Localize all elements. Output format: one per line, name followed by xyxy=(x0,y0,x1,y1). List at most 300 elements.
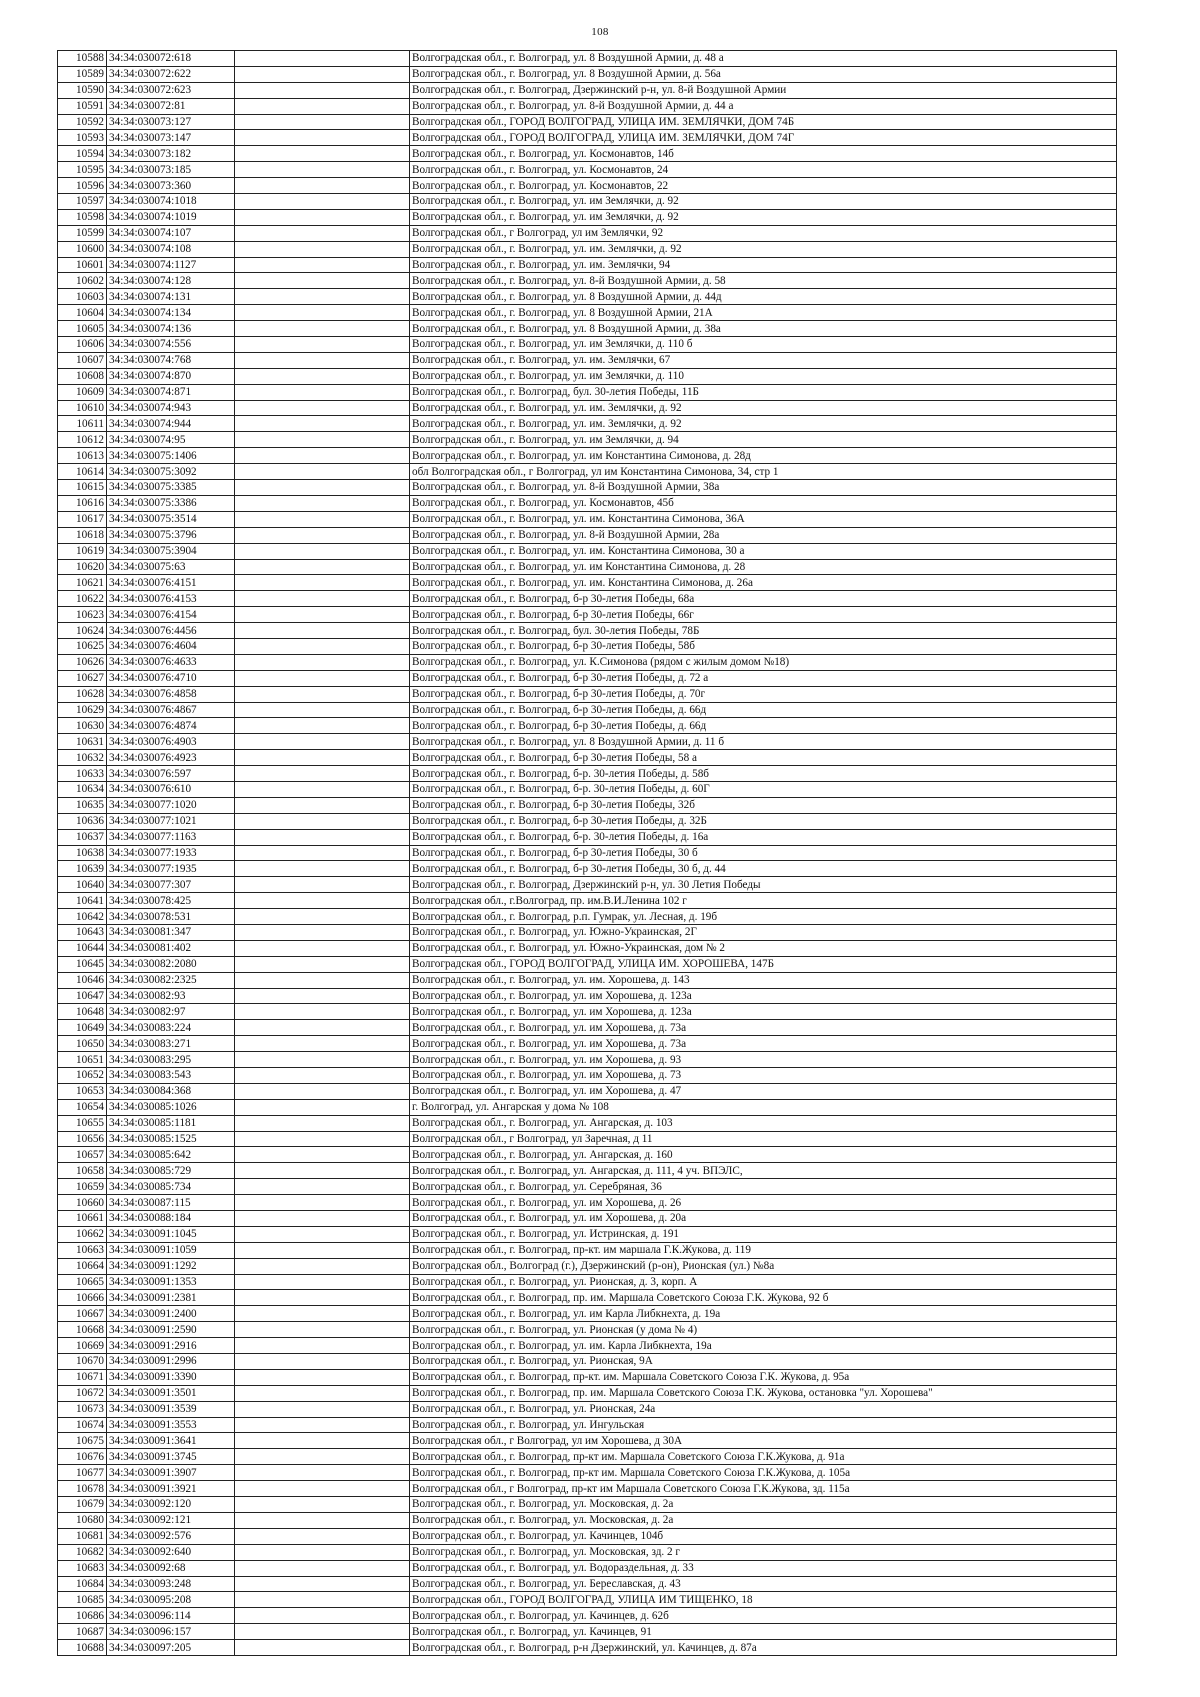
address-cell: Волгоградская обл., г. Волгоград, Дзержинский р-н, ул. 8-й Воздушной Армии xyxy=(410,82,1117,98)
empty-cell xyxy=(235,337,410,353)
table-row xyxy=(58,1465,1117,1481)
address-cell: Волгоградская обл., ГОРОД ВОЛГОГРАД, УЛИЦА ИМ ТИЩЕНКО, 18 xyxy=(410,1592,1117,1608)
empty-cell xyxy=(235,114,410,130)
address-cell: Волгоградская обл., г. Волгоград, ул. Ангарская, д. 160 xyxy=(410,1147,1117,1163)
row-number-cell: 10629 xyxy=(58,702,107,718)
empty-cell xyxy=(235,670,410,686)
empty-cell xyxy=(235,1242,410,1258)
empty-cell xyxy=(235,416,410,432)
table-row xyxy=(58,1449,1117,1465)
row-number-cell: 10631 xyxy=(58,734,107,750)
empty-cell xyxy=(235,1195,410,1211)
table-row xyxy=(58,511,1117,527)
table-row xyxy=(58,956,1117,972)
address-cell: Волгоградская обл., г. Волгоград, б-р 30-летия Победы, 68а xyxy=(410,591,1117,607)
table-row xyxy=(58,464,1117,480)
address-cell: Волгоградская обл., г. Волгоград, ул. им Землячки, д. 110 xyxy=(410,368,1117,384)
table-row xyxy=(58,781,1117,797)
empty-cell xyxy=(235,1099,410,1115)
address-cell: Волгоградская обл., г. Волгоград, ул. К.Симонова (рядом с жилым домом №18) xyxy=(410,654,1117,670)
address-cell: Волгоградская обл., г. Волгоград, ул. Рионская (у дома № 4) xyxy=(410,1322,1117,1338)
cadastral-number-cell: 34:34:030081:402 xyxy=(107,940,235,956)
table-row xyxy=(58,384,1117,400)
table-row xyxy=(58,1433,1117,1449)
empty-cell xyxy=(235,845,410,861)
row-number-cell: 10643 xyxy=(58,924,107,940)
cadastral-number-cell: 34:34:030076:4633 xyxy=(107,654,235,670)
cadastral-number-cell: 34:34:030076:4710 xyxy=(107,670,235,686)
address-cell: Волгоградская обл., г. Волгоград, ул. 8 Воздушной Армии, д. 48 а xyxy=(410,51,1117,67)
address-cell: Волгоградская обл., г. Волгоград, ул. им Карла Либкнехта, д. 19а xyxy=(410,1306,1117,1322)
row-number-cell: 10672 xyxy=(58,1385,107,1401)
empty-cell xyxy=(235,289,410,305)
cadastral-number-cell: 34:34:030077:1933 xyxy=(107,845,235,861)
cadastral-number-cell: 34:34:030091:3745 xyxy=(107,1449,235,1465)
address-cell: Волгоградская обл., г. Волгоград, ул. Ангарская, д. 111, 4 уч. ВПЭЛС, xyxy=(410,1163,1117,1179)
table-row xyxy=(58,1099,1117,1115)
row-number-cell: 10683 xyxy=(58,1560,107,1576)
table-row xyxy=(58,114,1117,130)
row-number-cell: 10640 xyxy=(58,877,107,893)
table-row xyxy=(58,813,1117,829)
address-cell: Волгоградская обл., г. Волгоград, пр-кт. им. Маршала Советского Союза Г.К. Жукова, д. 95а xyxy=(410,1369,1117,1385)
row-number-cell: 10659 xyxy=(58,1179,107,1195)
table-row xyxy=(58,527,1117,543)
row-number-cell: 10677 xyxy=(58,1465,107,1481)
address-cell: Волгоградская обл., г.Волгоград, пр. им.В.И.Ленина 102 г xyxy=(410,893,1117,909)
row-number-cell: 10646 xyxy=(58,972,107,988)
cadastral-number-cell: 34:34:030074:136 xyxy=(107,321,235,337)
row-number-cell: 10606 xyxy=(58,337,107,353)
cadastral-number-cell: 34:34:030082:2080 xyxy=(107,956,235,972)
row-number-cell: 10652 xyxy=(58,1068,107,1084)
table-row xyxy=(58,607,1117,623)
empty-cell xyxy=(235,734,410,750)
address-cell: Волгоградская обл., г. Волгоград, р.п. Гумрак, ул. Лесная, д. 19б xyxy=(410,909,1117,925)
table-row xyxy=(58,972,1117,988)
address-cell: Волгоградская обл., г. Волгоград, ул. Южно-Украинская, 2Г xyxy=(410,924,1117,940)
empty-cell xyxy=(235,527,410,543)
address-cell: Волгоградская обл., г. Волгоград, ул. Космонавтов, 14б xyxy=(410,146,1117,162)
empty-cell xyxy=(235,956,410,972)
empty-cell xyxy=(235,1417,410,1433)
row-number-cell: 10590 xyxy=(58,82,107,98)
table-row xyxy=(58,1608,1117,1624)
cadastral-number-cell: 34:34:030076:4867 xyxy=(107,702,235,718)
empty-cell xyxy=(235,1640,410,1656)
empty-cell xyxy=(235,877,410,893)
row-number-cell: 10684 xyxy=(58,1576,107,1592)
cadastral-number-cell: 34:34:030076:4456 xyxy=(107,623,235,639)
cadastral-number-cell: 34:34:030096:157 xyxy=(107,1624,235,1640)
address-cell: Волгоградская обл., г. Волгоград, ул. им. Карла Либкнехта, 19а xyxy=(410,1338,1117,1354)
empty-cell xyxy=(235,654,410,670)
row-number-cell: 10681 xyxy=(58,1528,107,1544)
address-cell: Волгоградская обл., г. Волгоград, ул. Рионская, д. 3, корп. А xyxy=(410,1274,1117,1290)
address-cell: Волгоградская обл., г. Волгоград, б-р 30-летия Победы, 30 б, д. 44 xyxy=(410,861,1117,877)
address-cell: Волгоградская обл., г. Волгоград, б-р 30-летия Победы, д. 32Б xyxy=(410,813,1117,829)
address-cell: Волгоградская обл., г. Волгоград, ул. Истринская, д. 191 xyxy=(410,1226,1117,1242)
cadastral-number-cell: 34:34:030077:1021 xyxy=(107,813,235,829)
address-cell: Волгоградская обл., г. Волгоград, ул. Московская, д. 2а xyxy=(410,1512,1117,1528)
cadastral-number-cell: 34:34:030091:3501 xyxy=(107,1385,235,1401)
row-number-cell: 10618 xyxy=(58,527,107,543)
address-cell: Волгоградская обл., г. Волгоград, ул. 8-й Воздушной Армии, 28а xyxy=(410,527,1117,543)
table-row xyxy=(58,162,1117,178)
table-row xyxy=(58,1258,1117,1274)
row-number-cell: 10620 xyxy=(58,559,107,575)
table-row xyxy=(58,1211,1117,1227)
address-cell: Волгоградская обл., г. Волгоград, Дзержинский р-н, ул. 30 Летия Победы xyxy=(410,877,1117,893)
address-cell: Волгоградская обл., г. Волгоград, ул. Качинцев, 104б xyxy=(410,1528,1117,1544)
row-number-cell: 10599 xyxy=(58,225,107,241)
row-number-cell: 10656 xyxy=(58,1131,107,1147)
cadastral-number-cell: 34:34:030091:1353 xyxy=(107,1274,235,1290)
table-row xyxy=(58,797,1117,813)
cadastral-number-cell: 34:34:030073:360 xyxy=(107,178,235,194)
empty-cell xyxy=(235,1274,410,1290)
row-number-cell: 10674 xyxy=(58,1417,107,1433)
address-cell: Волгоградская обл., г. Волгоград, ул. им. Землячки, 94 xyxy=(410,257,1117,273)
empty-cell xyxy=(235,368,410,384)
empty-cell xyxy=(235,511,410,527)
address-cell: Волгоградская обл., г. Волгоград, ул. им. Землячки, д. 92 xyxy=(410,241,1117,257)
empty-cell xyxy=(235,1004,410,1020)
empty-cell xyxy=(235,1608,410,1624)
empty-cell xyxy=(235,1290,410,1306)
table-row xyxy=(58,543,1117,559)
table-row xyxy=(58,178,1117,194)
cadastral-number-cell: 34:34:030074:944 xyxy=(107,416,235,432)
table-row xyxy=(58,670,1117,686)
row-number-cell: 10614 xyxy=(58,464,107,480)
cadastral-number-cell: 34:34:030091:3390 xyxy=(107,1369,235,1385)
cadastral-number-cell: 34:34:030075:3385 xyxy=(107,480,235,496)
table-row xyxy=(58,591,1117,607)
table-row xyxy=(58,1131,1117,1147)
empty-cell xyxy=(235,909,410,925)
address-cell: Волгоградская обл., г. Волгоград, ул. Московская, зд. 2 г xyxy=(410,1544,1117,1560)
cadastral-number-cell: 34:34:030081:347 xyxy=(107,924,235,940)
cadastral-number-cell: 34:34:030083:543 xyxy=(107,1068,235,1084)
address-cell: Волгоградская обл., г. Волгоград, б-р 30-летия Победы, д. 72 а xyxy=(410,670,1117,686)
table-row xyxy=(58,829,1117,845)
address-cell: Волгоградская обл., г. Волгоград, ул. 8 Воздушной Армии, д. 44д xyxy=(410,289,1117,305)
table-row xyxy=(58,1576,1117,1592)
empty-cell xyxy=(235,130,410,146)
cadastral-number-cell: 34:34:030075:3904 xyxy=(107,543,235,559)
address-cell: Волгоградская обл., г. Волгоград, ул. 8 Воздушной Армии, д. 11 б xyxy=(410,734,1117,750)
address-cell: Волгоградская обл., г. Волгоград, ул. им Хорошева, д. 20а xyxy=(410,1211,1117,1227)
row-number-cell: 10593 xyxy=(58,130,107,146)
table-row xyxy=(58,766,1117,782)
table-row xyxy=(58,130,1117,146)
address-cell: Волгоградская обл., г. Волгоград, ул. им Хорошева, д. 26 xyxy=(410,1195,1117,1211)
row-number-cell: 10653 xyxy=(58,1083,107,1099)
cadastral-number-cell: 34:34:030091:3921 xyxy=(107,1481,235,1497)
cadastral-number-cell: 34:34:030085:729 xyxy=(107,1163,235,1179)
table-row xyxy=(58,638,1117,654)
cadastral-number-cell: 34:34:030072:623 xyxy=(107,82,235,98)
address-cell: Волгоградская обл., г. Волгоград, бул. 30-летия Победы, 11Б xyxy=(410,384,1117,400)
table-row xyxy=(58,861,1117,877)
page-number: 108 xyxy=(591,26,609,38)
row-number-cell: 10627 xyxy=(58,670,107,686)
table-row xyxy=(58,257,1117,273)
address-cell: Волгоградская обл., г. Волгоград, ул. им Хорошева, д. 123а xyxy=(410,1004,1117,1020)
cadastral-number-cell: 34:34:030085:734 xyxy=(107,1179,235,1195)
cadastral-number-cell: 34:34:030091:3907 xyxy=(107,1465,235,1481)
address-cell: Волгоградская обл., г. Волгоград, ул. им. Хорошева, д. 143 xyxy=(410,972,1117,988)
cadastral-number-cell: 34:34:030097:205 xyxy=(107,1640,235,1656)
cadastral-number-cell: 34:34:030074:107 xyxy=(107,225,235,241)
empty-cell xyxy=(235,623,410,639)
row-number-cell: 10588 xyxy=(58,51,107,67)
address-cell: Волгоградская обл., г. Волгоград, пр. им. Маршала Советского Союза Г.К. Жукова, остановка "ул. Хорошева" xyxy=(410,1385,1117,1401)
table-row xyxy=(58,1115,1117,1131)
empty-cell xyxy=(235,495,410,511)
registry-table xyxy=(57,50,1117,1656)
address-cell: Волгоградская обл., г. Волгоград, б-р 30-летия Победы, д. 66д xyxy=(410,702,1117,718)
table-row xyxy=(58,1147,1117,1163)
table-row xyxy=(58,209,1117,225)
empty-cell xyxy=(235,1068,410,1084)
empty-cell xyxy=(235,1131,410,1147)
row-number-cell: 10607 xyxy=(58,352,107,368)
empty-cell xyxy=(235,1560,410,1576)
cadastral-number-cell: 34:34:030087:115 xyxy=(107,1195,235,1211)
cadastral-number-cell: 34:34:030074:1127 xyxy=(107,257,235,273)
table-row xyxy=(58,1338,1117,1354)
table-row xyxy=(58,1592,1117,1608)
row-number-cell: 10686 xyxy=(58,1608,107,1624)
cadastral-number-cell: 34:34:030073:147 xyxy=(107,130,235,146)
row-number-cell: 10601 xyxy=(58,257,107,273)
table-row xyxy=(58,432,1117,448)
address-cell: Волгоградская обл., г. Волгоград, ул. им Землячки, д. 110 б xyxy=(410,337,1117,353)
address-cell: Волгоградская обл., г. Волгоград, ул. 8-й Воздушной Армии, д. 44 а xyxy=(410,98,1117,114)
empty-cell xyxy=(235,972,410,988)
cadastral-number-cell: 34:34:030076:610 xyxy=(107,781,235,797)
table-row xyxy=(58,1354,1117,1370)
cadastral-number-cell: 34:34:030075:3386 xyxy=(107,495,235,511)
cadastral-number-cell: 34:34:030075:63 xyxy=(107,559,235,575)
cadastral-number-cell: 34:34:030077:1020 xyxy=(107,797,235,813)
cadastral-number-cell: 34:34:030083:271 xyxy=(107,1036,235,1052)
address-cell: Волгоградская обл., ГОРОД ВОЛГОГРАД, УЛИЦА ИМ. ЗЕМЛЯЧКИ, ДОМ 74Б xyxy=(410,114,1117,130)
empty-cell xyxy=(235,1322,410,1338)
empty-cell xyxy=(235,607,410,623)
address-cell: г. Волгоград, ул. Ангарская у дома № 108 xyxy=(410,1099,1117,1115)
row-number-cell: 10636 xyxy=(58,813,107,829)
address-cell: Волгоградская обл., ГОРОД ВОЛГОГРАД, УЛИЦА ИМ. ЗЕМЛЯЧКИ, ДОМ 74Г xyxy=(410,130,1117,146)
address-cell: Волгоградская обл., г. Волгоград, ул. Береславская, д. 43 xyxy=(410,1576,1117,1592)
cadastral-number-cell: 34:34:030085:1026 xyxy=(107,1099,235,1115)
table-row xyxy=(58,1560,1117,1576)
table-row xyxy=(58,1306,1117,1322)
empty-cell xyxy=(235,1576,410,1592)
table-row xyxy=(58,623,1117,639)
row-number-cell: 10625 xyxy=(58,638,107,654)
empty-cell xyxy=(235,1226,410,1242)
empty-cell xyxy=(235,1544,410,1560)
row-number-cell: 10634 xyxy=(58,781,107,797)
empty-cell xyxy=(235,352,410,368)
address-cell: Волгоградская обл., г. Волгоград, ул. им Константина Симонова, д. 28 xyxy=(410,559,1117,575)
row-number-cell: 10591 xyxy=(58,98,107,114)
table-row xyxy=(58,194,1117,210)
table-row xyxy=(58,1512,1117,1528)
row-number-cell: 10621 xyxy=(58,575,107,591)
cadastral-number-cell: 34:34:030074:871 xyxy=(107,384,235,400)
cadastral-number-cell: 34:34:030077:1163 xyxy=(107,829,235,845)
address-cell: Волгоградская обл., г. Волгоград, пр. им. Маршала Советского Союза Г.К. Жукова, 92 б xyxy=(410,1290,1117,1306)
cadastral-number-cell: 34:34:030082:93 xyxy=(107,988,235,1004)
cadastral-number-cell: 34:34:030085:1525 xyxy=(107,1131,235,1147)
table-row xyxy=(58,337,1117,353)
empty-cell xyxy=(235,432,410,448)
address-cell: Волгоградская обл., г. Волгоград, ул. им Хорошева, д. 73а xyxy=(410,1036,1117,1052)
table-row xyxy=(58,66,1117,82)
row-number-cell: 10602 xyxy=(58,273,107,289)
cadastral-number-cell: 34:34:030074:1019 xyxy=(107,209,235,225)
table-row xyxy=(58,448,1117,464)
empty-cell xyxy=(235,686,410,702)
row-number-cell: 10623 xyxy=(58,607,107,623)
row-number-cell: 10661 xyxy=(58,1211,107,1227)
row-number-cell: 10668 xyxy=(58,1322,107,1338)
empty-cell xyxy=(235,225,410,241)
address-cell: Волгоградская обл., г. Волгоград, пр-кт им. Маршала Советского Союза Г.К.Жукова, д. 105а xyxy=(410,1465,1117,1481)
cadastral-number-cell: 34:34:030083:295 xyxy=(107,1052,235,1068)
cadastral-number-cell: 34:34:030073:185 xyxy=(107,162,235,178)
cadastral-number-cell: 34:34:030075:3796 xyxy=(107,527,235,543)
cadastral-number-cell: 34:34:030076:4604 xyxy=(107,638,235,654)
cadastral-number-cell: 34:34:030074:95 xyxy=(107,432,235,448)
empty-cell xyxy=(235,1624,410,1640)
row-number-cell: 10594 xyxy=(58,146,107,162)
cadastral-number-cell: 34:34:030076:4153 xyxy=(107,591,235,607)
empty-cell xyxy=(235,638,410,654)
cadastral-number-cell: 34:34:030074:768 xyxy=(107,352,235,368)
empty-cell xyxy=(235,51,410,67)
table-row xyxy=(58,1083,1117,1099)
cadastral-number-cell: 34:34:030082:2325 xyxy=(107,972,235,988)
address-cell: Волгоградская обл., г. Волгоград, ул. Качинцев, 91 xyxy=(410,1624,1117,1640)
row-number-cell: 10635 xyxy=(58,797,107,813)
row-number-cell: 10675 xyxy=(58,1433,107,1449)
row-number-cell: 10667 xyxy=(58,1306,107,1322)
table-row xyxy=(58,988,1117,1004)
cadastral-number-cell: 34:34:030091:2916 xyxy=(107,1338,235,1354)
cadastral-number-cell: 34:34:030083:224 xyxy=(107,1020,235,1036)
address-cell: Волгоградская обл., г. Волгоград, б-р 30-летия Победы, 32б xyxy=(410,797,1117,813)
row-number-cell: 10642 xyxy=(58,909,107,925)
row-number-cell: 10600 xyxy=(58,241,107,257)
cadastral-number-cell: 34:34:030077:307 xyxy=(107,877,235,893)
table-row xyxy=(58,893,1117,909)
empty-cell xyxy=(235,1147,410,1163)
row-number-cell: 10603 xyxy=(58,289,107,305)
address-cell: Волгоградская обл., г. Волгоград, ул. 8-й Воздушной Армии, д. 58 xyxy=(410,273,1117,289)
address-cell: Волгоградская обл., г. Волгоград, ул. Водораздельная, д. 33 xyxy=(410,1560,1117,1576)
empty-cell xyxy=(235,559,410,575)
address-cell: Волгоградская обл., г. Волгоград, пр-кт им. Маршала Советского Союза Г.К.Жукова, д. 91а xyxy=(410,1449,1117,1465)
empty-cell xyxy=(235,1481,410,1497)
empty-cell xyxy=(235,241,410,257)
address-cell: Волгоградская обл., г. Волгоград, б-р 30-летия Победы, 58б xyxy=(410,638,1117,654)
row-number-cell: 10605 xyxy=(58,321,107,337)
cadastral-number-cell: 34:34:030078:531 xyxy=(107,909,235,925)
address-cell: Волгоградская обл., г. Волгоград, б-р. 30-летия Победы, д. 58б xyxy=(410,766,1117,782)
address-cell: Волгоградская обл., г. Волгоград, ул. им Землячки, д. 92 xyxy=(410,209,1117,225)
empty-cell xyxy=(235,750,410,766)
empty-cell xyxy=(235,702,410,718)
table-row xyxy=(58,1640,1117,1656)
table-row xyxy=(58,146,1117,162)
address-cell: Волгоградская обл., г. Волгоград, ул. им Константина Симонова, д. 28д xyxy=(410,448,1117,464)
table-row xyxy=(58,1179,1117,1195)
table-row xyxy=(58,416,1117,432)
row-number-cell: 10637 xyxy=(58,829,107,845)
table-row xyxy=(58,734,1117,750)
address-cell: Волгоградская обл., г. Волгоград, ул. им. Землячки, 67 xyxy=(410,352,1117,368)
cadastral-number-cell: 34:34:030076:597 xyxy=(107,766,235,782)
row-number-cell: 10680 xyxy=(58,1512,107,1528)
address-cell: Волгоградская обл., г. Волгоград, б-р. 30-летия Победы, д. 60Г xyxy=(410,781,1117,797)
address-cell: Волгоградская обл., г. Волгоград, ул. Московская, д. 2а xyxy=(410,1497,1117,1513)
empty-cell xyxy=(235,1115,410,1131)
cadastral-number-cell: 34:34:030075:3514 xyxy=(107,511,235,527)
cadastral-number-cell: 34:34:030072:618 xyxy=(107,51,235,67)
empty-cell xyxy=(235,464,410,480)
registry-table-body xyxy=(58,51,1117,1656)
row-number-cell: 10630 xyxy=(58,718,107,734)
cadastral-number-cell: 34:34:030092:68 xyxy=(107,1560,235,1576)
cadastral-number-cell: 34:34:030091:3641 xyxy=(107,1433,235,1449)
address-cell: Волгоградская обл., г. Волгоград, ул. Ингульская xyxy=(410,1417,1117,1433)
table-row xyxy=(58,1497,1117,1513)
address-cell: Волгоградская обл., г. Волгоград, б-р 30-летия Победы, 58 а xyxy=(410,750,1117,766)
cadastral-number-cell: 34:34:030091:1045 xyxy=(107,1226,235,1242)
address-cell: Волгоградская обл., г. Волгоград, ул. Ангарская, д. 103 xyxy=(410,1115,1117,1131)
table-row xyxy=(58,909,1117,925)
row-number-cell: 10670 xyxy=(58,1354,107,1370)
address-cell: Волгоградская обл., г. Волгоград, б-р 30-летия Победы, 66г xyxy=(410,607,1117,623)
address-cell: Волгоградская обл., г. Волгоград, ул. Космонавтов, 45б xyxy=(410,495,1117,511)
address-cell: Волгоградская обл., г. Волгоград, б-р 30-летия Победы, 30 б xyxy=(410,845,1117,861)
empty-cell xyxy=(235,1338,410,1354)
row-number-cell: 10673 xyxy=(58,1401,107,1417)
empty-cell xyxy=(235,178,410,194)
row-number-cell: 10624 xyxy=(58,623,107,639)
table-row xyxy=(58,940,1117,956)
row-number-cell: 10644 xyxy=(58,940,107,956)
row-number-cell: 10616 xyxy=(58,495,107,511)
row-number-cell: 10608 xyxy=(58,368,107,384)
table-row xyxy=(58,368,1117,384)
empty-cell xyxy=(235,1512,410,1528)
table-row xyxy=(58,1020,1117,1036)
cadastral-number-cell: 34:34:030091:2590 xyxy=(107,1322,235,1338)
row-number-cell: 10657 xyxy=(58,1147,107,1163)
address-cell: Волгоградская обл., г. Волгоград, б-р. 30-летия Победы, д. 16а xyxy=(410,829,1117,845)
address-cell: Волгоградская обл., г. Волгоград, ул. Рионская, 24а xyxy=(410,1401,1117,1417)
address-cell: Волгоградская обл., г. Волгоград, пр-кт. им маршала Г.К.Жукова, д. 119 xyxy=(410,1242,1117,1258)
cadastral-number-cell: 34:34:030082:97 xyxy=(107,1004,235,1020)
address-cell: обл Волгоградская обл., г Волгоград, ул им Константина Симонова, 34, стр 1 xyxy=(410,464,1117,480)
address-cell: Волгоградская обл., г. Волгоград, б-р 30-летия Победы, д. 70г xyxy=(410,686,1117,702)
